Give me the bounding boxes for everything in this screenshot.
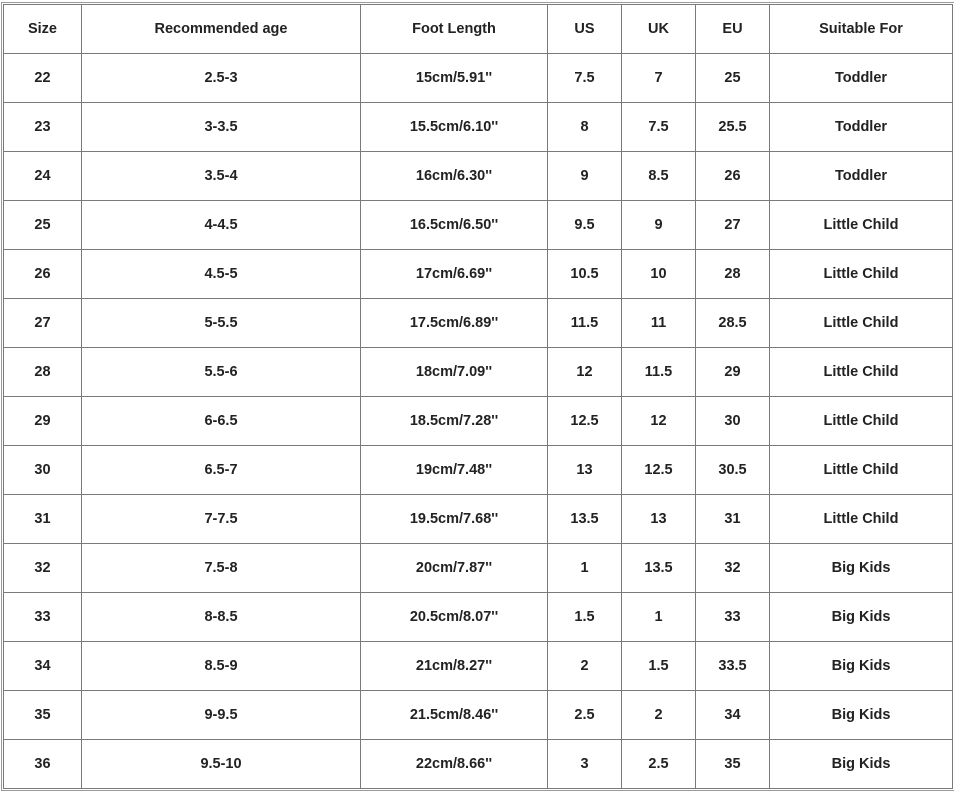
cell-us: 8: [548, 103, 622, 152]
table-header: [4, 5, 953, 54]
table-row: [4, 250, 953, 299]
cell-size: 27: [4, 299, 82, 348]
cell-size: 26: [4, 250, 82, 299]
cell-suitable-for: Big Kids: [770, 691, 953, 740]
cell-suitable-for: Big Kids: [770, 740, 953, 789]
cell-uk: 1: [622, 593, 696, 642]
size-chart-table: [3, 4, 953, 789]
header-recommended-age: Recommended age: [82, 5, 361, 54]
cell-suitable-for: Little Child: [770, 495, 953, 544]
cell-foot-length: 15cm/5.91'': [361, 54, 548, 103]
table-row: [4, 740, 953, 789]
cell-eu: 33.5: [696, 642, 770, 691]
cell-us: 2.5: [548, 691, 622, 740]
cell-foot-length: 17.5cm/6.89'': [361, 299, 548, 348]
cell-size: 25: [4, 201, 82, 250]
cell-recommended-age: 6.5-7: [82, 446, 361, 495]
table-row: [4, 348, 953, 397]
cell-suitable-for: Little Child: [770, 348, 953, 397]
cell-foot-length: 18cm/7.09'': [361, 348, 548, 397]
cell-eu: 29: [696, 348, 770, 397]
cell-size: 31: [4, 495, 82, 544]
header-uk: UK: [622, 5, 696, 54]
cell-eu: 33: [696, 593, 770, 642]
table-body: [4, 54, 953, 789]
table-row: [4, 201, 953, 250]
cell-size: 33: [4, 593, 82, 642]
table-row: [4, 54, 953, 103]
cell-recommended-age: 3-3.5: [82, 103, 361, 152]
cell-recommended-age: 5.5-6: [82, 348, 361, 397]
cell-suitable-for: Little Child: [770, 299, 953, 348]
cell-us: 12.5: [548, 397, 622, 446]
cell-suitable-for: Toddler: [770, 103, 953, 152]
cell-eu: 30.5: [696, 446, 770, 495]
cell-foot-length: 22cm/8.66'': [361, 740, 548, 789]
cell-recommended-age: 4.5-5: [82, 250, 361, 299]
cell-uk: 7: [622, 54, 696, 103]
cell-us: 13.5: [548, 495, 622, 544]
cell-recommended-age: 7.5-8: [82, 544, 361, 593]
cell-foot-length: 19.5cm/7.68'': [361, 495, 548, 544]
cell-size: 29: [4, 397, 82, 446]
cell-us: 9: [548, 152, 622, 201]
cell-us: 1.5: [548, 593, 622, 642]
table-row: [4, 642, 953, 691]
cell-eu: 32: [696, 544, 770, 593]
header-us: US: [548, 5, 622, 54]
header-foot-length: Foot Length: [361, 5, 548, 54]
cell-uk: 2.5: [622, 740, 696, 789]
cell-uk: 13.5: [622, 544, 696, 593]
table-row: [4, 446, 953, 495]
cell-eu: 28: [696, 250, 770, 299]
table-row: [4, 397, 953, 446]
cell-recommended-age: 8-8.5: [82, 593, 361, 642]
cell-recommended-age: 9-9.5: [82, 691, 361, 740]
cell-recommended-age: 2.5-3: [82, 54, 361, 103]
cell-size: 34: [4, 642, 82, 691]
cell-us: 2: [548, 642, 622, 691]
cell-suitable-for: Toddler: [770, 54, 953, 103]
cell-foot-length: 20cm/7.87'': [361, 544, 548, 593]
cell-eu: 35: [696, 740, 770, 789]
header-row: [4, 5, 953, 54]
cell-uk: 9: [622, 201, 696, 250]
cell-uk: 11: [622, 299, 696, 348]
cell-uk: 8.5: [622, 152, 696, 201]
cell-recommended-age: 7-7.5: [82, 495, 361, 544]
cell-recommended-age: 3.5-4: [82, 152, 361, 201]
cell-recommended-age: 4-4.5: [82, 201, 361, 250]
cell-suitable-for: Toddler: [770, 152, 953, 201]
cell-us: 11.5: [548, 299, 622, 348]
cell-uk: 11.5: [622, 348, 696, 397]
cell-us: 13: [548, 446, 622, 495]
cell-us: 9.5: [548, 201, 622, 250]
cell-foot-length: 20.5cm/8.07'': [361, 593, 548, 642]
cell-foot-length: 15.5cm/6.10'': [361, 103, 548, 152]
cell-size: 36: [4, 740, 82, 789]
header-eu: EU: [696, 5, 770, 54]
cell-suitable-for: Little Child: [770, 201, 953, 250]
cell-suitable-for: Little Child: [770, 446, 953, 495]
cell-us: 3: [548, 740, 622, 789]
cell-uk: 7.5: [622, 103, 696, 152]
cell-eu: 27: [696, 201, 770, 250]
cell-suitable-for: Big Kids: [770, 642, 953, 691]
cell-eu: 26: [696, 152, 770, 201]
cell-suitable-for: Little Child: [770, 250, 953, 299]
cell-eu: 34: [696, 691, 770, 740]
cell-size: 30: [4, 446, 82, 495]
table-row: [4, 103, 953, 152]
cell-eu: 28.5: [696, 299, 770, 348]
cell-foot-length: 21.5cm/8.46'': [361, 691, 548, 740]
cell-foot-length: 18.5cm/7.28'': [361, 397, 548, 446]
table-row: [4, 152, 953, 201]
cell-size: 35: [4, 691, 82, 740]
table-row: [4, 593, 953, 642]
cell-suitable-for: Big Kids: [770, 544, 953, 593]
cell-recommended-age: 5-5.5: [82, 299, 361, 348]
cell-size: 28: [4, 348, 82, 397]
cell-uk: 12: [622, 397, 696, 446]
cell-uk: 13: [622, 495, 696, 544]
cell-us: 12: [548, 348, 622, 397]
cell-us: 7.5: [548, 54, 622, 103]
cell-us: 1: [548, 544, 622, 593]
cell-recommended-age: 8.5-9: [82, 642, 361, 691]
cell-foot-length: 21cm/8.27'': [361, 642, 548, 691]
table-row: [4, 495, 953, 544]
cell-size: 23: [4, 103, 82, 152]
cell-suitable-for: Big Kids: [770, 593, 953, 642]
cell-size: 22: [4, 54, 82, 103]
cell-eu: 31: [696, 495, 770, 544]
cell-uk: 10: [622, 250, 696, 299]
table-row: [4, 691, 953, 740]
header-suitable-for: Suitable For: [770, 5, 953, 54]
table-row: [4, 299, 953, 348]
cell-size: 24: [4, 152, 82, 201]
table-row: [4, 544, 953, 593]
cell-recommended-age: 9.5-10: [82, 740, 361, 789]
header-size: Size: [4, 5, 82, 54]
cell-foot-length: 19cm/7.48'': [361, 446, 548, 495]
cell-eu: 25.5: [696, 103, 770, 152]
cell-foot-length: 16cm/6.30'': [361, 152, 548, 201]
cell-uk: 12.5: [622, 446, 696, 495]
cell-uk: 2: [622, 691, 696, 740]
cell-eu: 30: [696, 397, 770, 446]
cell-size: 32: [4, 544, 82, 593]
cell-foot-length: 17cm/6.69'': [361, 250, 548, 299]
cell-us: 10.5: [548, 250, 622, 299]
cell-uk: 1.5: [622, 642, 696, 691]
cell-eu: 25: [696, 54, 770, 103]
cell-suitable-for: Little Child: [770, 397, 953, 446]
cell-recommended-age: 6-6.5: [82, 397, 361, 446]
cell-foot-length: 16.5cm/6.50'': [361, 201, 548, 250]
